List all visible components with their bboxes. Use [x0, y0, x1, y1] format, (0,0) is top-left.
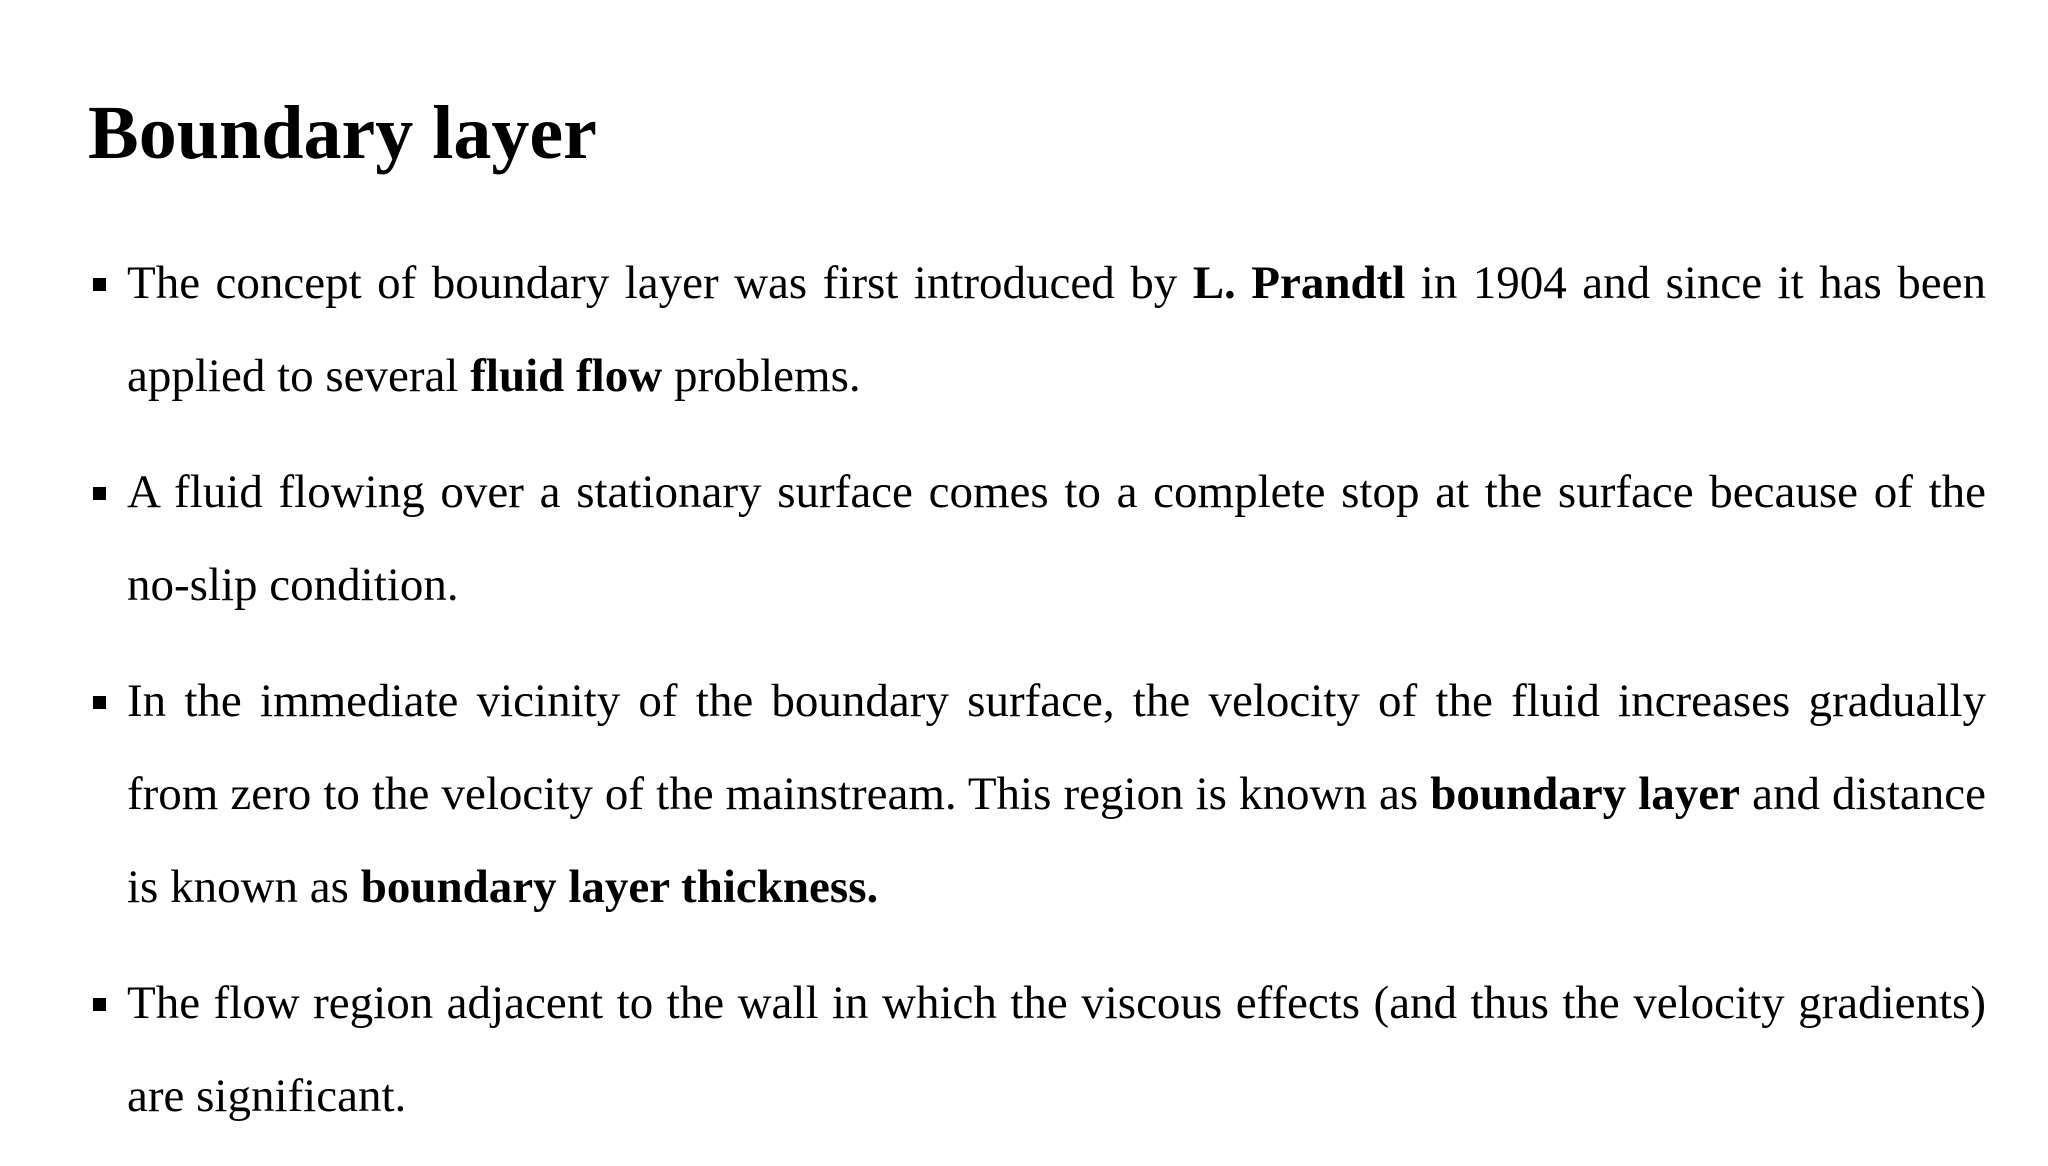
bullet-text-segment: and distance is known as [127, 768, 1986, 913]
bullet-text-segment: A fluid flowing over a stationary surface comes to a complete stop at the surface because of the no-slip condition. [127, 466, 1986, 611]
bullet-item [88, 655, 1986, 934]
square-bullet-icon [93, 696, 106, 709]
bullet-text-segment: In the immediate vicinity of the boundary surface, the velocity of the fluid increases gradually from zero to the velocity of the mainstream. This region is known as [127, 675, 1986, 820]
bullet-bold-segment: L. Prandtl [1192, 257, 1406, 309]
bullet-list [88, 237, 1986, 1166]
square-bullet-icon [93, 487, 106, 500]
bullet-bold-segment: boundary layer thickness. [360, 861, 879, 913]
square-bullet-icon [93, 998, 106, 1011]
bullet-item [88, 446, 1986, 632]
bullet-item [88, 957, 1986, 1143]
bullet-text-segment: in 1904 and since it has been applied to several [127, 257, 1986, 402]
bullet-text-segment: The concept of boundary layer was first introduced by [127, 257, 1193, 309]
bullet-bold-segment: fluid flow [470, 350, 663, 402]
bullet-text-segment: problems. [662, 350, 861, 402]
bullet-text-segment: The flow region adjacent to the wall in which the viscous effects (and thus the velocity gradients) are significant. [127, 977, 1986, 1122]
bullet-item [88, 237, 1986, 423]
bullet-bold-segment: boundary layer [1430, 768, 1741, 820]
slide-title: Boundary layer [88, 91, 597, 175]
square-bullet-icon [93, 278, 106, 291]
